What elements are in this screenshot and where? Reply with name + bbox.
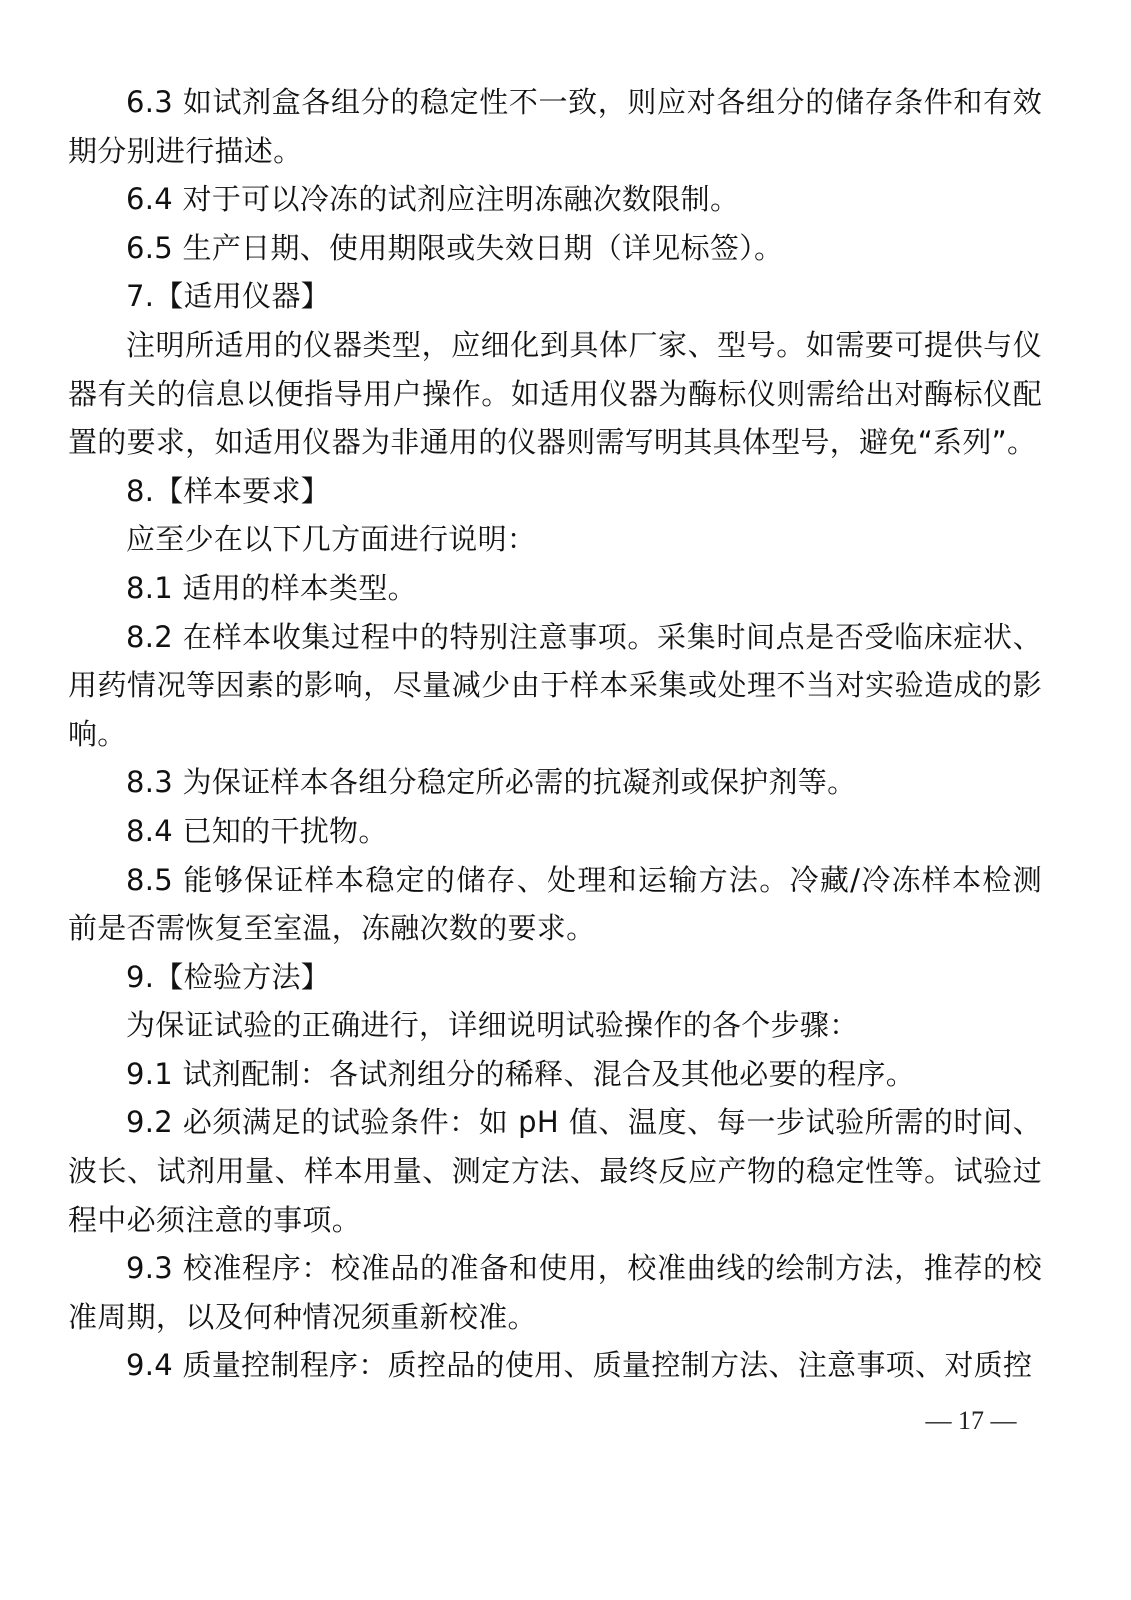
paragraph-9-3: 9.3 校准程序：校准品的准备和使用，校准曲线的绘制方法，推荐的校准周期，以及何种情况须重新校准。 bbox=[68, 1251, 1042, 1334]
paragraph-8-4: 8.4 已知的干扰物。 bbox=[126, 813, 388, 848]
document-body bbox=[68, 78, 1042, 1390]
paragraph-7-body: 注明所适用的仪器类型，应细化到具体厂家、型号。如需要可提供与仪器有关的信息以便指导用户操作。如适用仪器为酶标仪则需给出对酶标仪配置的要求，如适用仪器为非通用的仪器则需写明其具体型号，避免“系列”。 bbox=[68, 327, 1042, 460]
paragraph-9-intro: 为保证试验的正确进行，详细说明试验操作的各个步骤： bbox=[126, 1008, 859, 1043]
paragraph-6-4: 6.4 对于可以冷冻的试剂应注明冻融次数限制。 bbox=[126, 182, 740, 217]
section-heading-7: 7.【适用仪器】 bbox=[126, 279, 331, 314]
paragraph-9-1: 9.1 试剂配制：各试剂组分的稀释、混合及其他必要的程序。 bbox=[126, 1056, 916, 1091]
section-heading-9: 9.【检验方法】 bbox=[126, 959, 331, 994]
paragraph-8-1: 8.1 适用的样本类型。 bbox=[126, 570, 417, 605]
paragraph-8-3: 8.3 为保证样本各组分稳定所必需的抗凝剂或保护剂等。 bbox=[126, 765, 857, 800]
paragraph-8-intro: 应至少在以下几方面进行说明： bbox=[126, 522, 537, 557]
page-footer bbox=[0, 1403, 1131, 1443]
section-heading-8: 8.【样本要求】 bbox=[126, 473, 331, 508]
paragraph-6-3: 6.3 如试剂盒各组分的稳定性不一致，则应对各组分的储存条件和有效期分别进行描述。 bbox=[68, 85, 1042, 168]
paragraph-8-5: 8.5 能够保证样本稳定的储存、处理和运输方法。冷藏/冷冻样本检测前是否需恢复至室温，冻融次数的要求。 bbox=[68, 862, 1042, 946]
paragraph-9-2: 9.2 必须满足的试验条件：如 pH 值、温度、每一步试验所需的时间、波长、试剂用量、样本用量、测定方法、最终反应产物的稳定性等。试验过程中必须注意的事项。 bbox=[68, 1105, 1042, 1237]
paragraph-8-2: 8.2 在样本收集过程中的特别注意事项。采集时间点是否受临床症状、用药情况等因素的影响，尽量减少由于样本采集或处理不当对实验造成的影响。 bbox=[68, 619, 1042, 751]
paragraph-6-5: 6.5 生产日期、使用期限或失效日期（详见标签）。 bbox=[126, 230, 784, 265]
paragraph-9-4: 9.4 质量控制程序：质控品的使用、质量控制方法、注意事项、对质控 bbox=[126, 1348, 1033, 1383]
page-number: — 17 — bbox=[925, 1406, 1017, 1435]
